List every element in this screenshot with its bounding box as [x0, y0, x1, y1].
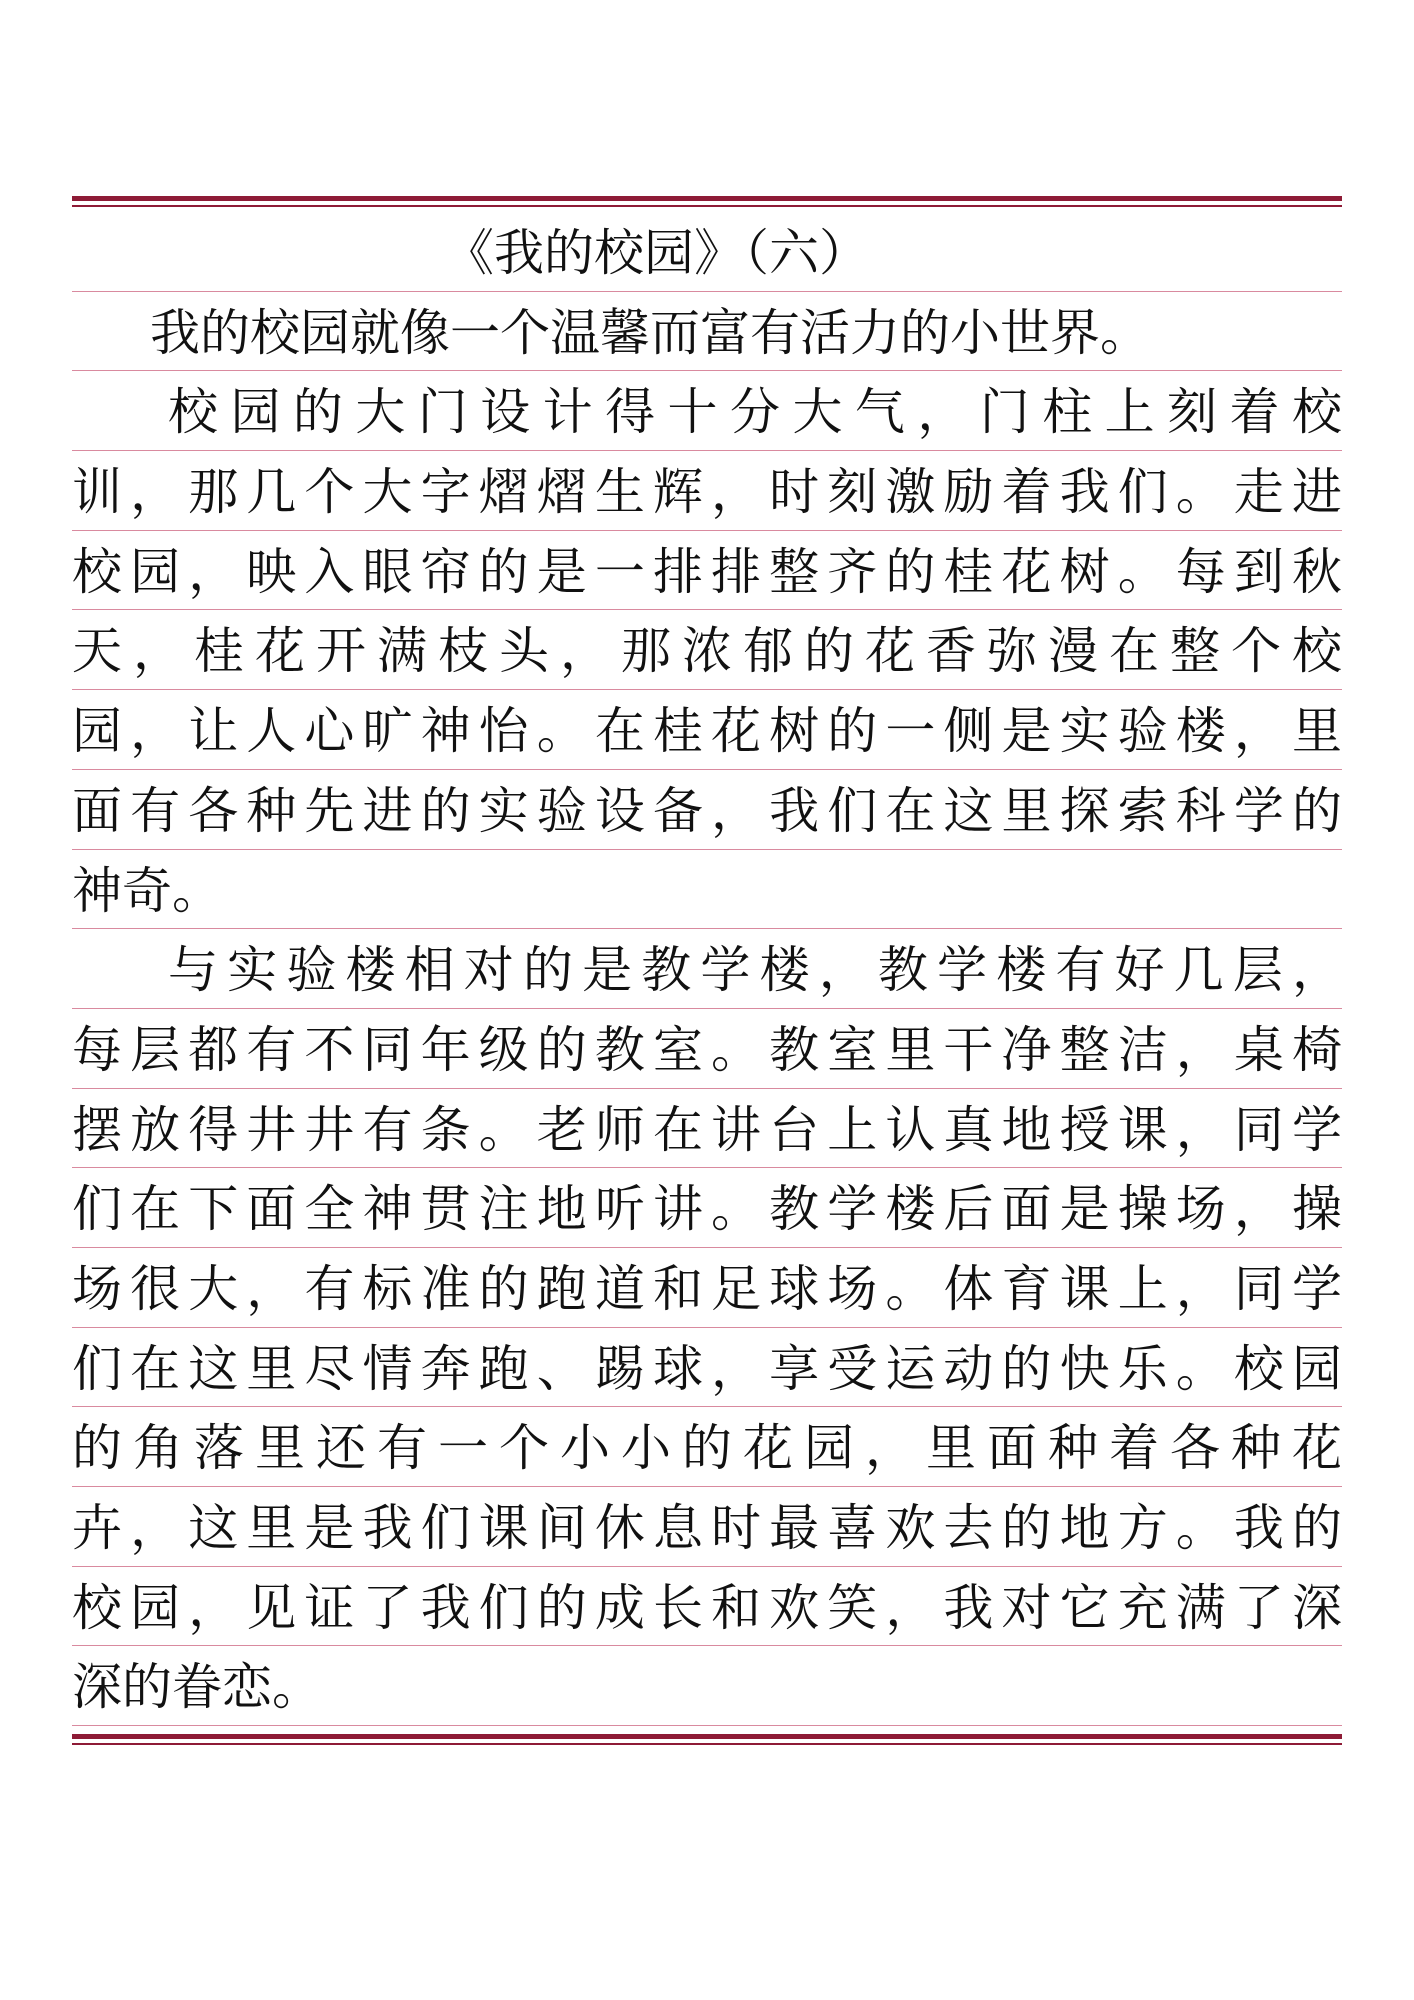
essay-line — [72, 1407, 1342, 1487]
top-border — [72, 196, 1342, 207]
essay-body — [72, 212, 1342, 1726]
essay-line-text: 与实验楼相对的是教学楼，教学楼有好几层， — [168, 941, 1342, 1000]
essay-line — [72, 1646, 1342, 1726]
essay-line — [72, 531, 1342, 611]
essay-line — [72, 1168, 1342, 1248]
essay-line-text: 天，桂花开满枝头，那浓郁的花香弥漫在整个校 — [72, 622, 1342, 681]
essay-line — [72, 850, 1342, 930]
bottom-border-thin-line — [72, 1743, 1342, 1745]
essay-line — [72, 451, 1342, 531]
essay-line-text: 深的眷恋。 — [72, 1658, 322, 1717]
essay-line-text: 校园，映入眼帘的是一排排整齐的桂花树。每到秋 — [72, 542, 1342, 601]
essay-line-text: 神奇。 — [72, 861, 222, 920]
essay-line — [72, 292, 1342, 372]
essay-line-text: 们在这里尽情奔跑、踢球，享受运动的快乐。校园 — [72, 1339, 1342, 1398]
essay-title-line — [72, 212, 1342, 292]
essay-title: 《我的校园》（六） — [444, 224, 869, 282]
essay-line — [72, 770, 1342, 850]
essay-line-text: 面有各种先进的实验设备，我们在这里探索科学的 — [72, 781, 1342, 840]
essay-line — [72, 1009, 1342, 1089]
bottom-border-thick-line — [72, 1734, 1342, 1739]
essay-line-text: 们在下面全神贯注地听讲。教学楼后面是操场，操 — [72, 1180, 1342, 1239]
essay-line — [72, 1567, 1342, 1647]
essay-line — [72, 1487, 1342, 1567]
essay-line — [72, 690, 1342, 770]
bottom-border — [72, 1734, 1342, 1745]
essay-line-text: 校园，见证了我们的成长和欢笑，我对它充满了深 — [72, 1578, 1342, 1637]
essay-line-text: 摆放得井井有条。老师在讲台上认真地授课，同学 — [72, 1100, 1342, 1159]
top-border-thick-line — [72, 196, 1342, 201]
essay-line-text: 训，那几个大字熠熠生辉，时刻激励着我们。走进 — [72, 463, 1342, 522]
essay-line-text: 卉，这里是我们课间休息时最喜欢去的地方。我的 — [72, 1499, 1342, 1557]
essay-line-text: 每层都有不同年级的教室。教室里干净整洁，桌椅 — [72, 1020, 1342, 1079]
top-border-thin-line — [72, 205, 1342, 207]
essay-line — [72, 610, 1342, 690]
essay-line-text: 的角落里还有一个小小的花园，里面种着各种花 — [72, 1419, 1342, 1478]
essay-line — [72, 371, 1342, 451]
essay-line — [72, 929, 1342, 1009]
essay-line-text: 场很大，有标准的跑道和足球场。体育课上，同学 — [72, 1259, 1342, 1318]
essay-line — [72, 1328, 1342, 1408]
essay-line — [72, 1248, 1342, 1328]
essay-line-text: 我的校园就像一个温馨而富有活力的小世界。 — [150, 303, 1150, 362]
essay-line — [72, 1089, 1342, 1169]
essay-line-text: 校园的大门设计得十分大气，门柱上刻着校 — [168, 383, 1342, 442]
essay-line-text: 园，让人心旷神怡。在桂花树的一侧是实验楼，里 — [72, 702, 1342, 761]
